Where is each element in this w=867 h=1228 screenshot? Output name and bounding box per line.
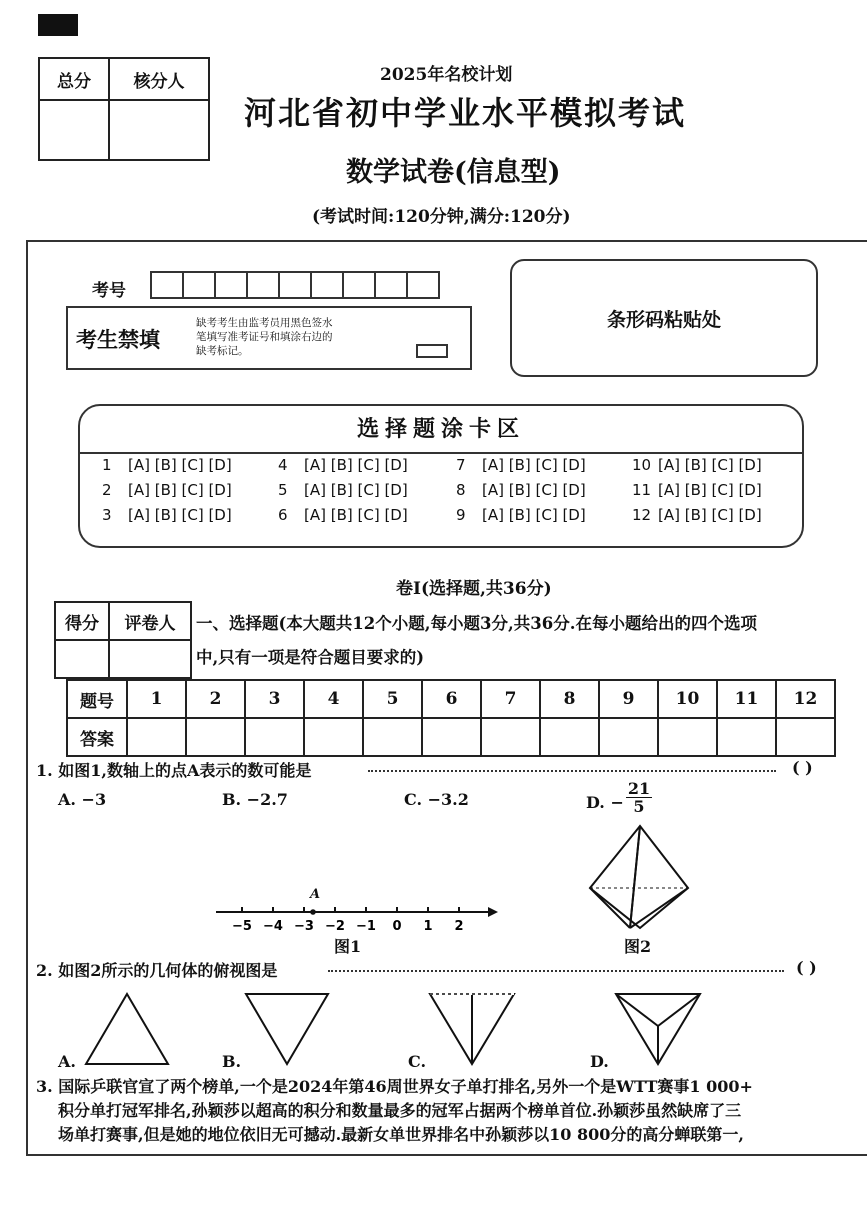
answer-header: 答案 xyxy=(67,718,127,756)
answer-cell[interactable] xyxy=(363,718,422,756)
absence-note xyxy=(196,316,376,358)
choice-number: 6 xyxy=(278,506,288,524)
choice-answer-card xyxy=(78,404,804,548)
figure-2-solid xyxy=(586,822,694,932)
answer-cell[interactable] xyxy=(540,718,599,756)
forbidden-fill-label: 考生禁填 xyxy=(76,327,160,352)
exam-subtitle: 2025年名校计划 xyxy=(380,65,513,85)
exam-number-cell[interactable] xyxy=(342,271,376,299)
score-reviewer-label: 核分人 xyxy=(109,58,209,100)
choice-bubbles[interactable]: [A] [B] [C] [D] xyxy=(304,456,408,474)
choice-bubbles[interactable]: [A] [B] [C] [D] xyxy=(482,481,586,499)
number-line-tick-label: 2 xyxy=(454,919,464,934)
answer-cell[interactable] xyxy=(481,718,540,756)
choice-area-title: 选择题涂卡区 xyxy=(356,416,525,442)
answer-cell[interactable] xyxy=(186,718,245,756)
answer-cell[interactable] xyxy=(776,718,835,756)
q2-option-c-label[interactable]: C. xyxy=(408,1052,427,1071)
q1-option-c[interactable]: C. −3.2 xyxy=(404,790,469,809)
exam-number-cell[interactable] xyxy=(374,271,408,299)
q1-option-a[interactable]: A. −3 xyxy=(58,790,107,809)
exam-number-cell[interactable] xyxy=(182,271,216,299)
number-line-arrow xyxy=(488,907,498,917)
question-number-cell: 11 xyxy=(717,680,776,718)
paper-name: 数学试卷(信息型) xyxy=(346,157,561,188)
choice-number: 7 xyxy=(456,456,466,474)
instruction-line-1: 一、选择题(本大题共12个小题,每小题3分,共36分.在每小题给出的四个选项 xyxy=(196,614,757,633)
number-line-tick-label: 1 xyxy=(423,919,433,934)
absence-note-line: 缺考考生由监考员用黑色签水 xyxy=(196,317,333,329)
figure-1-label: 图1 xyxy=(334,937,362,956)
question-1-leader-dots xyxy=(368,770,776,772)
answer-cell[interactable] xyxy=(422,718,481,756)
choice-bubbles[interactable]: [A] [B] [C] [D] xyxy=(482,456,586,474)
q2-option-b-shape[interactable] xyxy=(242,990,332,1068)
answer-cell[interactable] xyxy=(717,718,776,756)
card-divider xyxy=(80,452,802,454)
absence-note-line: 缺考标记。 xyxy=(196,345,249,357)
exam-title: 河北省初中学业水平模拟考试 xyxy=(244,94,687,132)
absence-mark-box[interactable] xyxy=(416,344,448,358)
q2-option-d-shape[interactable] xyxy=(612,990,704,1068)
question-number-header: 题号 xyxy=(67,680,127,718)
barcode-area xyxy=(510,259,818,377)
point-a-label: A xyxy=(310,887,321,902)
absence-note-line: 笔填写准考证号和填涂右边的 xyxy=(196,331,333,343)
exam-number-cell[interactable] xyxy=(310,271,344,299)
question-number-cell: 1 xyxy=(127,680,186,718)
choice-number: 2 xyxy=(102,481,112,499)
choice-bubbles[interactable]: [A] [B] [C] [D] xyxy=(482,506,586,524)
q1-option-d[interactable] xyxy=(586,779,652,816)
choice-bubbles[interactable]: [A] [B] [C] [D] xyxy=(658,506,762,524)
choice-number: 9 xyxy=(456,506,466,524)
q2-option-d-label[interactable]: D. xyxy=(590,1052,609,1071)
question-3-line-2: 积分单打冠军排名,孙颖莎以超高的积分和数量最多的冠军占据两个榜单首位.孙颖莎虽然缺席了三 xyxy=(58,1101,742,1120)
question-1-bracket[interactable]: ( ) xyxy=(792,758,813,777)
corner-marker xyxy=(38,14,78,36)
instruction-line-2: 中,只有一项是符合题目要求的) xyxy=(196,648,425,667)
question-number-cell: 4 xyxy=(304,680,363,718)
answer-table xyxy=(66,679,836,757)
point-a-dot xyxy=(310,909,316,915)
grader-table xyxy=(54,601,192,679)
exam-time-info: (考试时间:120分钟,满分:120分) xyxy=(312,207,571,227)
exam-number-cells[interactable] xyxy=(152,271,440,299)
choice-number: 1 xyxy=(102,456,112,474)
question-2-stem: 2. 如图2所示的几何体的俯视图是 xyxy=(36,961,278,980)
number-line-tick-label: −2 xyxy=(325,919,345,934)
choice-number: 11 xyxy=(632,481,652,499)
number-line-tick-label: −3 xyxy=(294,919,314,934)
question-number-cell: 2 xyxy=(186,680,245,718)
number-line-tick-label: 0 xyxy=(392,919,402,934)
exam-number-label: 考号 xyxy=(92,281,126,301)
score-table xyxy=(38,57,210,161)
answer-cell[interactable] xyxy=(245,718,304,756)
choice-bubbles[interactable]: [A] [B] [C] [D] xyxy=(304,506,408,524)
choice-bubbles[interactable]: [A] [B] [C] [D] xyxy=(304,481,408,499)
part1-title: 卷Ⅰ(选择题,共36分) xyxy=(396,579,552,599)
q2-option-a-label[interactable]: A. xyxy=(58,1052,76,1071)
answer-cell[interactable] xyxy=(304,718,363,756)
score-reviewer-cell[interactable] xyxy=(109,100,209,160)
q2-option-a-shape[interactable] xyxy=(82,990,172,1068)
choice-number: 4 xyxy=(278,456,288,474)
number-line-tick-label: −5 xyxy=(232,919,252,934)
exam-number-cell[interactable] xyxy=(214,271,248,299)
q1-option-d-denominator: 5 xyxy=(633,797,645,816)
question-number-cell: 3 xyxy=(245,680,304,718)
choice-number: 10 xyxy=(632,456,652,474)
answer-cell[interactable] xyxy=(127,718,186,756)
choice-bubbles[interactable]: [A] [B] [C] [D] xyxy=(128,506,232,524)
question-3-line-1: 3. 国际乒联官宣了两个榜单,一个是2024年第46周世界女子单打排名,另外一个是WTT赛事1 000+ xyxy=(36,1077,753,1096)
choice-bubbles[interactable]: [A] [B] [C] [D] xyxy=(128,456,232,474)
figure-1-number-line xyxy=(210,888,500,938)
number-line-tick-label: −1 xyxy=(356,919,376,934)
exam-number-cell[interactable] xyxy=(278,271,312,299)
choice-bubbles[interactable]: [A] [B] [C] [D] xyxy=(658,456,762,474)
choice-bubbles[interactable]: [A] [B] [C] [D] xyxy=(658,481,762,499)
number-line-tick-label: −4 xyxy=(263,919,283,934)
answer-cell[interactable] xyxy=(599,718,658,756)
total-score-cell[interactable] xyxy=(39,100,109,160)
grader-label: 评卷人 xyxy=(109,602,191,640)
choice-bubbles[interactable]: [A] [B] [C] [D] xyxy=(128,481,232,499)
score-label: 得分 xyxy=(55,602,109,640)
question-number-cell: 9 xyxy=(599,680,658,718)
exam-number-cell[interactable] xyxy=(406,271,440,299)
question-2-bracket[interactable]: ( ) xyxy=(796,958,817,977)
q1-option-d-numerator: 21 xyxy=(627,779,651,798)
q1-option-b[interactable]: B. −2.7 xyxy=(222,790,288,809)
forbidden-fill-box xyxy=(66,306,472,370)
q2-option-b-label[interactable]: B. xyxy=(222,1052,242,1071)
q1-option-d-fraction xyxy=(626,780,652,815)
question-number-cell: 12 xyxy=(776,680,835,718)
question-number-cell: 10 xyxy=(658,680,717,718)
total-score-label: 总分 xyxy=(39,58,109,100)
choice-number: 8 xyxy=(456,481,466,499)
figure-2-label: 图2 xyxy=(624,937,652,956)
exam-number-cell[interactable] xyxy=(150,271,184,299)
barcode-label: 条形码粘贴处 xyxy=(606,308,721,331)
score-cell[interactable] xyxy=(55,640,109,678)
question-number-cell: 8 xyxy=(540,680,599,718)
question-1-stem: 1. 如图1,数轴上的点A表示的数可能是 xyxy=(36,761,312,780)
answer-cell[interactable] xyxy=(658,718,717,756)
question-number-cell: 7 xyxy=(481,680,540,718)
choice-number: 3 xyxy=(102,506,112,524)
question-number-cell: 5 xyxy=(363,680,422,718)
choice-number: 12 xyxy=(632,506,652,524)
question-2-leader-dots xyxy=(328,970,784,972)
choice-number: 5 xyxy=(278,481,288,499)
grader-cell[interactable] xyxy=(109,640,191,678)
question-3-line-3: 场单打赛事,但是她的地位依旧无可撼动.最新女单世界排名中孙颖莎以10 800分的高分蝉联第一, xyxy=(58,1125,744,1144)
q1-option-d-prefix: D. − xyxy=(586,793,624,812)
q2-option-c-shape[interactable] xyxy=(426,990,518,1068)
question-number-cell: 6 xyxy=(422,680,481,718)
exam-number-cell[interactable] xyxy=(246,271,280,299)
